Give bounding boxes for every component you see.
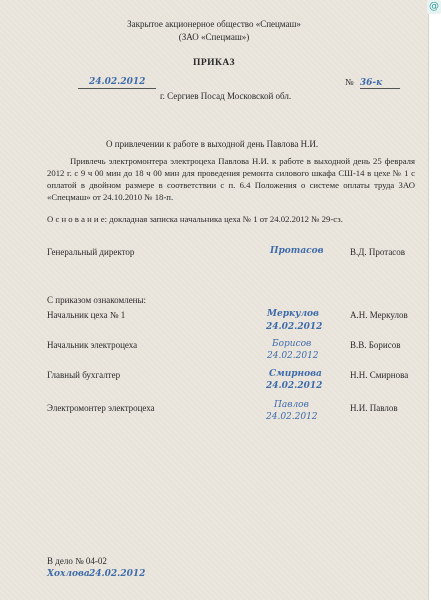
number-label: №: [345, 77, 354, 87]
order-subject: О привлечении к работе в выходной день Павлова Н.И.: [106, 139, 319, 149]
basis-line: [47, 214, 343, 224]
basis-label: О с н о в а н и е: [47, 214, 105, 224]
acq-2-name: В.В. Борисов: [350, 340, 401, 350]
acq-4-signature: Павлов: [274, 400, 309, 410]
archive-date: 24.02.2012: [89, 569, 146, 579]
acq-1-position: Начальник цеха № 1: [47, 310, 126, 320]
acq-4-date: 24.02.2012: [266, 412, 318, 422]
acq-3-position: Главный бухгалтер: [47, 370, 121, 380]
order-title: ПРИКАЗ: [192, 58, 236, 68]
order-body-text: Привлечь электромонтера электроцеха Павлова Н.И. к работе в выходной день 25 февраля 2012 г. с 9 ч 00 мин до 18 ч 00 мин для проведения ремонта силового шкафа СШ-14 в цехе № 1 с оплатой в двойном размере в соответствии с п. 6.4 Положения о системе оплаты труда ЗАО «Спецмаш» от 24.10.2010 № 18-п.: [47, 156, 415, 202]
org-name: Закрытое акционерное общество «Спецмаш»: [127, 19, 301, 29]
director-name: В.Д. Протасов: [350, 247, 406, 257]
order-number: [345, 77, 400, 89]
basis-text: : докладная записка начальника цеха № 1 от 24.02.2012 № 29-сз.: [104, 214, 343, 224]
director-position: Генеральный директор: [47, 247, 135, 257]
order-date: 24.02.2012: [89, 77, 146, 87]
acq-2-date: 24.02.2012: [267, 351, 319, 361]
acq-2-position: Начальник электроцеха: [47, 340, 138, 350]
director-signature: Протасов: [270, 246, 324, 256]
acq-3-date: 24.02.2012: [266, 381, 323, 391]
acq-3-name: Н.Н. Смирнова: [350, 370, 409, 380]
acq-1-signature: Меркулов: [267, 309, 319, 319]
archive-label: В дело № 04-02: [47, 556, 107, 566]
acq-1-date: 24.02.2012: [266, 322, 323, 332]
org-short-name: (ЗАО «Спецмаш»): [178, 32, 250, 42]
at-sign-icon[interactable]: @: [429, 1, 439, 12]
order-body: [47, 155, 415, 203]
acq-1-name: А.Н. Меркулов: [350, 310, 408, 320]
acquainted-label: С приказом ознакомлены:: [47, 295, 147, 305]
order-date-line: [78, 88, 156, 89]
acq-4-name: Н.И. Павлов: [350, 403, 398, 413]
number-value: 36-к: [360, 78, 400, 89]
archive-signature: Хохлова: [47, 569, 90, 579]
acq-2-signature: Борисов: [272, 339, 312, 349]
order-place: г. Сергиев Посад Московской обл.: [160, 91, 292, 101]
acq-4-position: Электромонтер электроцеха: [47, 403, 155, 413]
acq-3-signature: Смирнова: [269, 369, 322, 379]
